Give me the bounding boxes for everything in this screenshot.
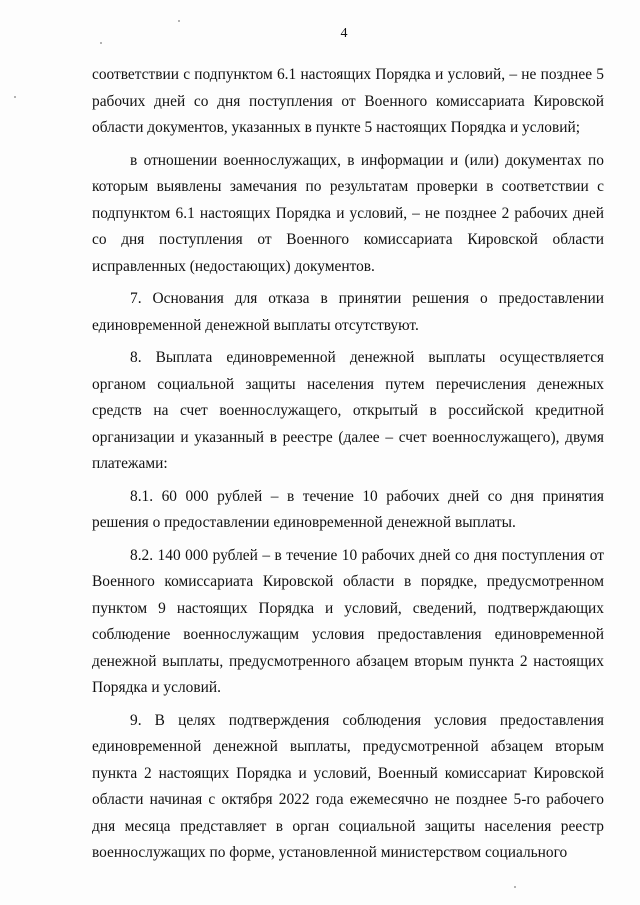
paragraph-item-7: 7. Основания для отказа в принятии решения о предоставлении единовременной денежной выплаты отсутствуют. <box>92 290 604 334</box>
paragraph-servicemen-remarks: в отношении военнослужащих, в информации и (или) документах по которым выявлены замечания по результатам проверки в соответствии с подпунктом 6.1 настоящих Порядка и условий, – не позднее 2 рабочих дней со дня поступления от Военного комиссариата Кировской области исправленных (недостающих) документов. <box>92 151 604 275</box>
scan-speck <box>14 96 16 98</box>
scan-speck <box>514 886 516 888</box>
paragraph-item-8: 8. Выплата единовременной денежной выплаты осуществляется органом социальной защиты населения путем перечисления денежных средств на счет военнослужащего, открытый в российской кредитной организации и указанный в реестре (далее – счет военнослужащего), двумя платежами: <box>92 349 604 472</box>
scan-speck <box>100 42 102 44</box>
paragraph-item-8-1: 8.1. 60 000 рублей – в течение 10 рабочих дней со дня принятия решения о предоставлении единовременной денежной выплаты. <box>92 487 604 531</box>
paragraph-continuation: соответствии с подпунктом 6.1 настоящих Порядка и условий, – не позднее 5 рабочих дней со дня поступления от Военного комиссариата Кировской области документов, указанных в пункте 5 настоящих Порядка и условий; <box>92 66 604 136</box>
page-number: 4 <box>340 26 348 41</box>
paragraph-item-9: 9. В целях подтверждения соблюдения условия предоставления единовременной денежной выплаты, предусмотренной абзацем вторым пункта 2 настоящих Порядка и условий, Военный комиссариат Кировской области начиная с октября 2022 года ежемесячно не позднее 5-го рабочего дня месяца представляет в орган социальной защиты населения реестр военнослужащих по форме, установленной министерством социального <box>92 711 604 861</box>
scan-speck <box>178 20 180 22</box>
document-body <box>92 62 604 867</box>
paragraph-item-8-2: 8.2. 140 000 рублей – в течение 10 рабочих дней со дня поступления от Военного комиссариата Кировской области в порядке, предусмотренном пунктом 9 настоящих Порядка и условий, сведений, подтверждающих соблюдение военнослужащим условия предоставления единовременной денежной выплаты, предусмотренного абзацем вторым пункта 2 настоящих Порядка и условий. <box>92 546 604 696</box>
